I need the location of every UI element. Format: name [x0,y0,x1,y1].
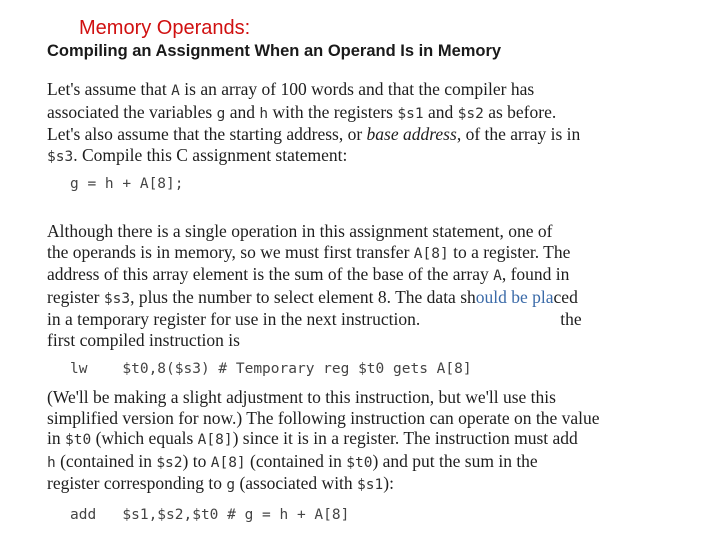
text-line: register $s3, plus the number to select element 8. The data should be placed [47,286,578,307]
slide-title: Memory Operands: [79,17,251,39]
text-line: register corresponding to g (associated with $s1): [47,473,394,494]
text-line: simplified version for now.) The following instruction can operate on the value [47,407,600,428]
paragraph-intro [47,79,643,167]
text-line: Although there is a single operation in this assignment statement, one of [47,221,553,241]
text-line: first compiled instruction is [47,329,240,350]
text-line: associated the variables g and h with the registers $s1 and $s2 as before. [47,101,557,122]
text-line: $s3. Compile this C assignment statement: [47,144,348,165]
text-line: in a temporary register for use in the next instruction. the [47,309,582,330]
text-line: Let's also assume that the starting address, or base address, of the array is in [47,124,581,145]
text-line: the operands is in memory, so we must first transfer A[8] to a register. The [47,241,571,262]
text-line: h (contained in $s2) to A[8] (contained in $t0) and put the sum in the [47,450,538,471]
text-line: Let's assume that A is an array of 100 words and that the compiler has [47,79,535,99]
code-add-instruction: add $s1,$s2,$t0 # g = h + A[8] [70,507,350,523]
code-c-statement: g = h + A[8]; [70,176,184,192]
code-lw-instruction: lw $t0,8($s3) # Temporary reg $t0 gets A[8] [70,361,472,377]
text-line: in $t0 (which equals A[8]) since it is in a register. The instruction must add [47,428,578,449]
paragraph-add-explanation [47,387,643,496]
text-line: (We'll be making a slight adjustment to this instruction, but we'll use this [47,387,556,407]
paragraph-explanation [47,221,643,351]
section-heading: Compiling an Assignment When an Operand Is in Memory [47,42,502,60]
text-line: address of this array element is the sum of the base of the array A, found in [47,264,570,285]
